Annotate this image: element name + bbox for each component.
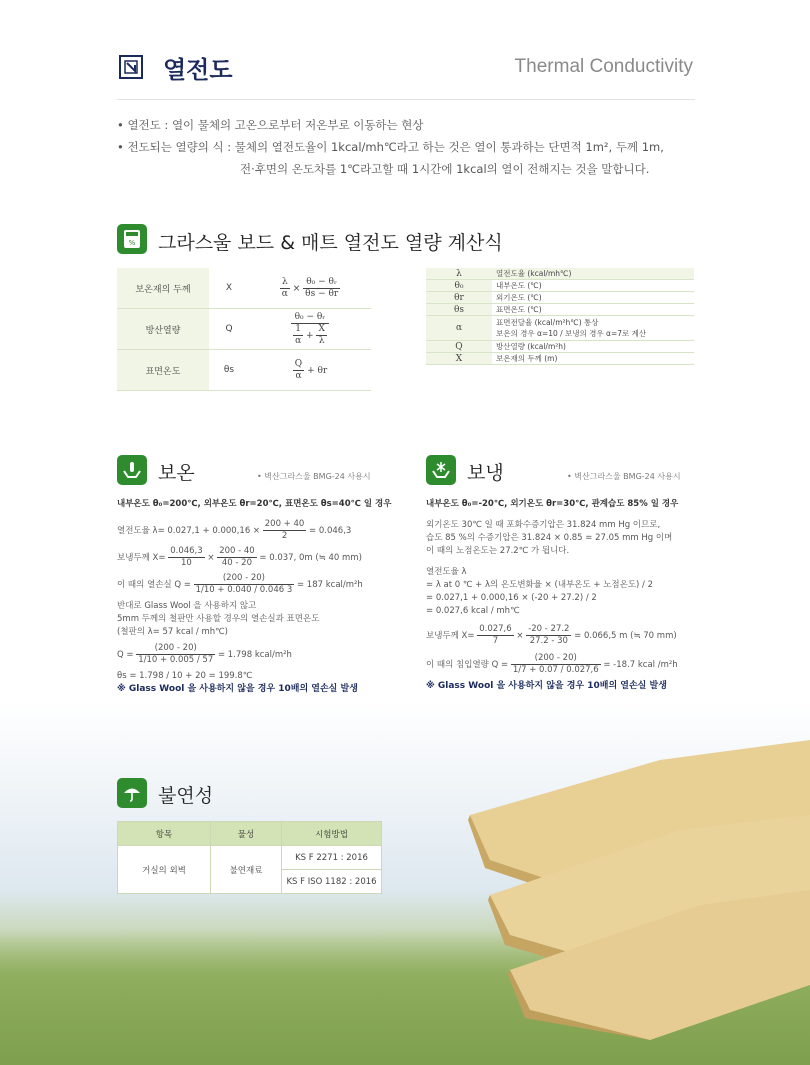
formula-heat: θ₀ − θᵣ $\frac{1}{\alpha}$ + $\frac{X}{\lambda}$ (249, 309, 371, 350)
legend-symbol: θ₀ (426, 280, 492, 292)
table-row (117, 268, 371, 309)
table-row (426, 292, 694, 304)
umbrella-fire-icon (117, 778, 147, 808)
row-label: 방산열량 (117, 309, 209, 350)
table-row (426, 280, 694, 292)
legend-desc: 표면전달율 (kcal/m²h℃) 통상 보온의 경우 α=10 / 보냉의 경우 α=7로 계산 (492, 316, 694, 341)
bullet-1: • 열전도 : 열이 물체의 고온으로부터 저온부로 이동하는 현상 (117, 118, 424, 132)
page-subtitle: Thermal Conductivity (514, 56, 693, 77)
legend-symbol: λ (426, 268, 492, 280)
calculator-icon (117, 224, 147, 254)
table-row (118, 846, 382, 870)
section-marker-icon (119, 55, 143, 79)
table-row (426, 341, 694, 353)
col-header: 항목 (118, 822, 211, 846)
legend-desc: 보온재의 두께 (m) (492, 353, 694, 365)
insulation-calc: 내부온도 θ₀=200℃, 외부온도 θr=20℃, 표면온도 θs=40℃ 일 경우 열전도율 λ= 0.027,1 + 0.000,16 × $\frac{200 + 40}{2}$ = 0.046,3 보냉두께 X= $\frac{0.046,3}{10}$ × $\frac{200 - 40}{40 - 20}$ = 0.037, 0m (≒ 40 mm) 이 때의 열손실 Q = $\frac{(200 - 20)}{1/10 + 0.040 / 0.046 3}$ = 187 kcal/m²h 반대로 Glass Wool 을 사용하지 않고 5mm 두께의 철판만 사용할 경우의 열손실과 표면온도 (철판의 λ= 57 kcal / mh℃) Q = $\frac{(200 - 20)}{1/10 + 0.005 / 57}$ = 1.798 kcal/m²h θs = 1.798 / 10 + 20 = 199.8℃ ※ Glass Wool 을 사용하지 않을 경우 10배의 열손실 발생 (117, 499, 392, 694)
bullet-2: • 전도되는 열량의 식 : 물체의 열전도율이 1kcal/mh℃라고 하는 것은 열이 통과하는 단면적 1m², 두께 1m, (117, 140, 664, 154)
table-row (426, 304, 694, 316)
page-title: 열전도 (163, 56, 233, 84)
legend-desc: 표면온도 (℃) (492, 304, 694, 316)
cooling-calc: 내부온도 θ₀=-20℃, 외기온도 θr=30℃, 관계습도 85% 일 경우 외기온도 30℃ 일 때 포화수증기압은 31.824 mm Hg 이므로, 습도 85 %의 수증기압은 31.824 × 0.85 = 27.05 mm Hg 이며 이 때의 노점온도는 27.2℃ 가 됩니다. 열전도율 λ = λ at 0 ℃ + λ의 온도변화율 × (내부온도 + 노점온도) / 2 = 0.027,1 + 0.000,16 × (-20 + 27.2) / 2 = 0.027,6 kcal / mh℃ 보냉두께 X= $\frac{0.027,6}{7}$ × $\frac{-20 - 27.2}{27.2 - 30}$ = 0.066,5 m (≒ 70 mm) 이 때의 침입열량 Q = $\frac{(200 - 20)}{1/7 + 0.07 / 0.027,6}$ = -18.7 kcal /m²h ※ Glass Wool 을 사용하지 않을 경우 10배의 열손실 발생 (426, 499, 679, 691)
legend-symbol: α (426, 316, 492, 341)
table-row (117, 350, 371, 391)
legend-symbol: X (426, 353, 492, 365)
calc-formula-table (117, 268, 371, 391)
cooling-title: 보냉 (467, 462, 504, 484)
col-header: 시험방법 (282, 822, 382, 846)
item-cell: 거실의 외벽 (118, 846, 211, 894)
legend-symbol: θr (426, 292, 492, 304)
fire-title: 불연성 (158, 785, 214, 807)
method-cell: KS F ISO 1182 : 2016 (282, 870, 382, 894)
legend-symbol: θs (426, 304, 492, 316)
table-row (426, 316, 694, 341)
fire-table (117, 821, 382, 894)
glasswool-boards-image (460, 720, 810, 1040)
row-symbol: Q (209, 309, 249, 350)
formula-surface: $\frac{Q}{\alpha}$ + θr (249, 350, 371, 391)
cooling-note: • 벽산그라스울 BMG-24 사용시 (567, 472, 681, 481)
symbol-legend-table (426, 268, 694, 365)
bullet-2-cont: 전·후면의 온도차를 1℃라고할 때 1시간에 1kcal의 열이 전해지는 것을 말합니다. (240, 162, 650, 176)
method-cell: KS F 2271 : 2016 (282, 846, 382, 870)
table-row (117, 309, 371, 350)
legend-desc: 내부온도 (℃) (492, 280, 694, 292)
row-symbol: X (209, 268, 249, 309)
insulation-note: • 벽산그라스울 BMG-24 사용시 (257, 472, 371, 481)
property-cell: 불연재료 (211, 846, 282, 894)
col-header: 물성 (211, 822, 282, 846)
legend-desc: 외기온도 (℃) (492, 292, 694, 304)
table-row (426, 353, 694, 365)
thermometer-hands-icon (117, 455, 147, 485)
legend-desc: 열전도율 (kcal/mh℃) (492, 268, 694, 280)
legend-desc: 방산열량 (kcal/m²h) (492, 341, 694, 353)
formula-thickness: $\frac{\lambda}{\alpha}$ × $\frac{\text{θ₀ − θᵣ}}{\theta s - \theta r}$ (249, 268, 371, 309)
row-label: 보온재의 두께 (117, 268, 209, 309)
table-row (426, 268, 694, 280)
row-label: 표면온도 (117, 350, 209, 391)
snowflake-hands-icon (426, 455, 456, 485)
table-header-row (118, 822, 382, 846)
row-symbol: θs (209, 350, 249, 391)
calc-section-title: 그라스울 보드 & 매트 열전도 열량 계산식 (158, 232, 503, 254)
svg-text:%: % (128, 239, 136, 247)
insulation-title: 보온 (158, 462, 195, 484)
legend-symbol: Q (426, 341, 492, 353)
header-divider (117, 99, 695, 100)
